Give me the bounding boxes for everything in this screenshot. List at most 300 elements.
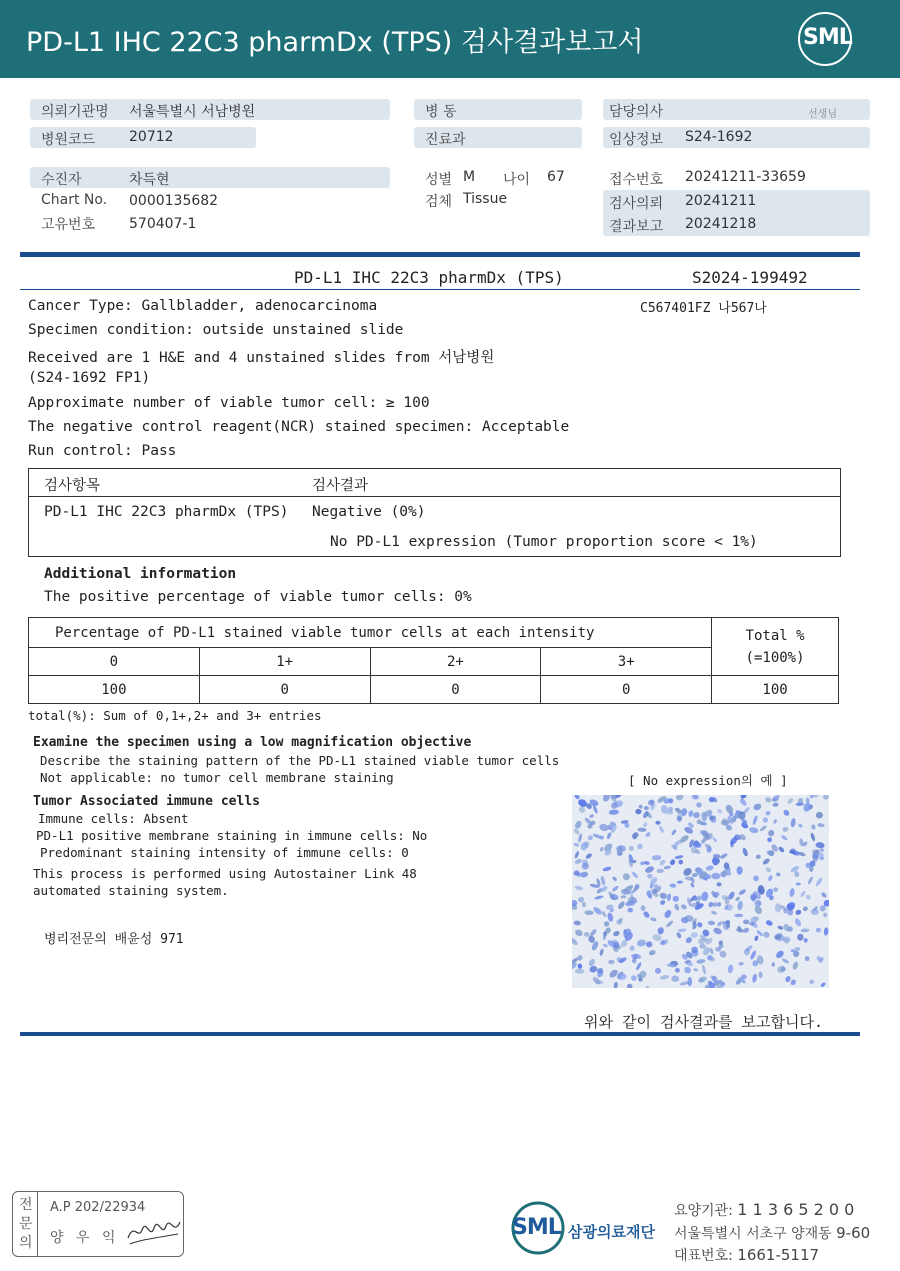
cell-nucleus bbox=[782, 826, 789, 832]
cell-nucleus bbox=[773, 887, 778, 892]
stamp-side-char-3: 의 bbox=[19, 1235, 33, 1251]
cell-nucleus bbox=[584, 910, 593, 915]
cell-nucleus bbox=[805, 894, 812, 901]
cell-nucleus bbox=[817, 823, 825, 828]
cell-nucleus bbox=[636, 939, 646, 948]
title-rule bbox=[20, 289, 860, 290]
cell-nucleus bbox=[572, 936, 579, 946]
cell-nucleus bbox=[589, 928, 598, 937]
cell-nucleus bbox=[644, 806, 649, 810]
examine-line-2: Not applicable: no tumor cell membrane staining bbox=[40, 770, 394, 785]
cell-nucleus bbox=[787, 909, 793, 915]
doctor-suffix: 선생님 bbox=[808, 109, 837, 120]
process-line-1: This process is performed using Autostainer Link 48 bbox=[33, 866, 417, 881]
cell-nucleus bbox=[589, 814, 595, 819]
total-note: total(%): Sum of 0,1+,2+ and 3+ entries bbox=[28, 708, 322, 723]
stamp-name: 양 우 익 bbox=[50, 1230, 120, 1246]
cell-nucleus bbox=[606, 832, 612, 840]
cell-nucleus bbox=[764, 796, 772, 804]
cell-nucleus bbox=[602, 795, 612, 803]
org-code-line bbox=[674, 1200, 854, 1220]
bottom-rule bbox=[20, 1032, 860, 1036]
cell-nucleus bbox=[574, 858, 583, 865]
cell-nucleus bbox=[775, 872, 781, 877]
cell-nucleus bbox=[607, 912, 615, 922]
cell-nucleus bbox=[765, 866, 772, 873]
cell-nucleus bbox=[675, 795, 684, 801]
cell-nucleus bbox=[716, 882, 721, 887]
org-address: 서울특별시 서초구 양재동 bbox=[674, 1226, 832, 1242]
org-code-label: 요양기관: bbox=[674, 1203, 733, 1219]
cell-nucleus bbox=[816, 812, 823, 819]
line-tumor-cells: Approximate number of viable tumor cell: ≥ 100 bbox=[28, 395, 430, 411]
cell-nucleus bbox=[574, 929, 583, 937]
cell-nucleus bbox=[600, 875, 606, 885]
cell-nucleus bbox=[594, 895, 604, 900]
cell-nucleus bbox=[737, 900, 744, 910]
intensity-3: 3+ bbox=[541, 648, 712, 676]
test-title: PD-L1 IHC 22C3 pharmDx (TPS) bbox=[294, 268, 564, 287]
clinical-value: S24-1692 bbox=[685, 129, 753, 145]
cell-nucleus bbox=[800, 890, 806, 897]
cell-nucleus bbox=[655, 821, 660, 825]
cell-nucleus bbox=[573, 843, 579, 848]
cell-nucleus bbox=[574, 820, 583, 830]
cell-nucleus bbox=[613, 982, 618, 988]
cell-nucleus bbox=[626, 983, 634, 988]
cell-nucleus bbox=[644, 860, 650, 865]
cell-nucleus bbox=[637, 827, 646, 832]
cell-nucleus bbox=[802, 905, 809, 912]
cell-nucleus bbox=[754, 935, 759, 942]
specimen-label: 검체 bbox=[425, 194, 453, 210]
sex-label: 성별 bbox=[425, 172, 453, 188]
cell-nucleus bbox=[576, 954, 583, 962]
value-2: 0 bbox=[370, 676, 541, 704]
cell-nucleus bbox=[712, 927, 722, 936]
cell-nucleus bbox=[712, 836, 718, 842]
cell-nucleus bbox=[762, 931, 771, 939]
cell-nucleus bbox=[784, 975, 791, 983]
cell-nucleus bbox=[608, 960, 615, 965]
total-header bbox=[712, 618, 839, 676]
doctor-label: 담당의사 bbox=[609, 104, 664, 120]
cell-nucleus bbox=[809, 979, 814, 984]
cell-nucleus bbox=[647, 873, 654, 879]
org-phone-line bbox=[674, 1245, 819, 1265]
patient-bar bbox=[30, 167, 390, 188]
cell-nucleus bbox=[752, 802, 762, 811]
cell-nucleus bbox=[822, 912, 828, 918]
cell-nucleus bbox=[657, 927, 664, 935]
result-detail: No PD-L1 expression (Tumor proportion score < 1%) bbox=[330, 534, 758, 550]
cell-nucleus bbox=[585, 852, 593, 859]
cell-nucleus bbox=[601, 910, 607, 917]
result-table-divider bbox=[28, 496, 841, 497]
closing-statement: 위와 같이 검사결과를 보고합니다. bbox=[584, 1013, 823, 1031]
cell-nucleus bbox=[708, 920, 716, 925]
cell-nucleus bbox=[717, 808, 723, 814]
cell-nucleus bbox=[574, 795, 581, 800]
cell-nucleus bbox=[598, 823, 609, 832]
immune-title: Tumor Associated immune cells bbox=[33, 794, 260, 809]
process-line-2: automated staining system. bbox=[33, 883, 229, 898]
request-label: 검사의뢰 bbox=[609, 196, 664, 212]
report-title: PD-L1 IHC 22C3 pharmDx (TPS) 검사결과보고서 bbox=[26, 27, 644, 58]
cell-nucleus bbox=[691, 795, 698, 800]
org-phone-label: 대표번호: bbox=[674, 1248, 733, 1264]
cell-nucleus bbox=[676, 932, 683, 940]
cell-nucleus bbox=[767, 829, 775, 837]
cell-nucleus bbox=[630, 974, 637, 981]
cell-nucleus bbox=[635, 809, 641, 815]
top-rule bbox=[20, 252, 860, 257]
cell-nucleus bbox=[645, 941, 653, 948]
cell-nucleus bbox=[574, 851, 580, 859]
cell-nucleus bbox=[701, 891, 709, 902]
cell-nucleus bbox=[657, 869, 664, 874]
unique-label: 고유번호 bbox=[41, 217, 96, 233]
intensity-table bbox=[28, 617, 839, 704]
value-0: 100 bbox=[29, 676, 200, 704]
value-3: 0 bbox=[541, 676, 712, 704]
cell-nucleus bbox=[776, 964, 786, 974]
cell-nucleus bbox=[669, 859, 676, 867]
cell-nucleus bbox=[753, 905, 763, 916]
cell-nucleus bbox=[573, 828, 581, 836]
cell-nucleus bbox=[705, 865, 714, 872]
cell-nucleus bbox=[577, 833, 582, 843]
cell-nucleus bbox=[823, 927, 828, 936]
cell-nucleus bbox=[642, 910, 650, 919]
unique-value: 570407-1 bbox=[129, 216, 197, 232]
immune-line-3: Predominant staining intensity of immune cells: 0 bbox=[40, 845, 409, 860]
cell-nucleus bbox=[572, 899, 578, 907]
cell-nucleus bbox=[667, 797, 674, 804]
cell-nucleus bbox=[665, 920, 674, 928]
receipt-label: 접수번호 bbox=[609, 172, 664, 188]
cell-nucleus bbox=[609, 809, 619, 815]
cell-nucleus bbox=[587, 958, 596, 968]
cell-nucleus bbox=[693, 968, 699, 972]
cell-nucleus bbox=[599, 846, 605, 852]
cell-nucleus bbox=[671, 975, 680, 983]
cell-nucleus bbox=[734, 914, 743, 917]
institution-label: 의뢰기관명 bbox=[41, 104, 109, 120]
report-number: S2024-199492 bbox=[692, 268, 808, 287]
cell-nucleus bbox=[629, 945, 635, 951]
cell-nucleus bbox=[588, 835, 593, 840]
cell-nucleus bbox=[778, 846, 786, 853]
cell-nucleus bbox=[690, 882, 695, 888]
specimen-value: Tissue bbox=[463, 191, 508, 207]
cell-nucleus bbox=[738, 888, 747, 896]
intensity-2: 2+ bbox=[370, 648, 541, 676]
value-1: 0 bbox=[199, 676, 370, 704]
cell-nucleus bbox=[683, 965, 692, 974]
additional-title: Additional information bbox=[44, 566, 237, 582]
cell-nucleus bbox=[671, 829, 677, 836]
cell-nucleus bbox=[749, 950, 757, 961]
cell-nucleus bbox=[688, 977, 693, 986]
cell-nucleus bbox=[658, 859, 666, 867]
cell-nucleus bbox=[636, 843, 643, 850]
cell-nucleus bbox=[737, 866, 743, 875]
cell-nucleus bbox=[620, 895, 626, 899]
cell-nucleus bbox=[717, 902, 721, 907]
cell-nucleus bbox=[667, 893, 672, 901]
cell-nucleus bbox=[790, 978, 797, 986]
cell-nucleus bbox=[603, 921, 609, 927]
line-received: Received are 1 H&E and 4 unstained slides from 서남병원 bbox=[28, 350, 495, 366]
specimen-code: C567401FZ 나567나 bbox=[640, 301, 767, 316]
cell-nucleus bbox=[659, 899, 666, 906]
cell-nucleus bbox=[755, 854, 761, 859]
sex-value: M bbox=[463, 169, 476, 185]
cell-nucleus bbox=[743, 919, 750, 924]
cell-nucleus bbox=[802, 802, 812, 813]
cell-nucleus bbox=[696, 802, 703, 808]
sml-logo-text: SML bbox=[803, 25, 852, 50]
cell-nucleus bbox=[777, 925, 784, 930]
dept-label: 진료과 bbox=[425, 132, 466, 148]
cell-nucleus bbox=[577, 963, 582, 969]
org-phone: 1661-5117 bbox=[737, 1246, 820, 1264]
cell-nucleus bbox=[644, 865, 655, 874]
cell-nucleus bbox=[627, 907, 634, 913]
cell-nucleus bbox=[780, 834, 788, 841]
report-label: 결과보고 bbox=[609, 219, 664, 235]
intensity-0: 0 bbox=[29, 648, 200, 676]
cell-nucleus bbox=[688, 810, 694, 817]
clinical-label: 임상정보 bbox=[609, 132, 664, 148]
total-header-line1: Total % bbox=[745, 627, 805, 644]
stamp-side-char-2: 문 bbox=[19, 1216, 33, 1232]
cell-nucleus bbox=[611, 885, 619, 892]
line-cancer-type: Cancer Type: Gallbladder, adenocarcinoma bbox=[28, 298, 378, 314]
image-caption: [ No expression의 예 ] bbox=[628, 773, 788, 788]
signature-icon bbox=[124, 1210, 184, 1250]
cell-nucleus bbox=[782, 809, 790, 817]
line-ncr: The negative control reagent(NCR) stained specimen: Acceptable bbox=[28, 419, 570, 435]
cell-nucleus bbox=[727, 964, 733, 973]
cell-nucleus bbox=[655, 968, 662, 974]
org-address-number: 9-60 bbox=[836, 1224, 871, 1242]
stamp-side-char-1: 전 bbox=[19, 1197, 33, 1213]
cell-nucleus bbox=[697, 975, 708, 984]
hospital-code-value: 20712 bbox=[129, 129, 174, 145]
chart-value: 0000135682 bbox=[129, 193, 219, 209]
cell-nucleus bbox=[680, 903, 688, 910]
patient-value: 차득현 bbox=[129, 172, 170, 188]
patient-label: 수진자 bbox=[41, 172, 82, 188]
cell-nucleus bbox=[582, 901, 587, 907]
cell-nucleus bbox=[678, 928, 687, 932]
hospital-code-label: 병원코드 bbox=[41, 132, 96, 148]
cell-nucleus bbox=[638, 804, 643, 809]
intensity-header: Percentage of PD-L1 stained viable tumor cells at each intensity bbox=[29, 618, 712, 648]
cell-nucleus bbox=[822, 795, 829, 800]
immune-line-1: Immune cells: Absent bbox=[38, 811, 189, 826]
cell-nucleus bbox=[752, 974, 758, 983]
total-header-line2: (=100%) bbox=[745, 649, 805, 666]
cell-nucleus bbox=[790, 818, 796, 828]
cell-nucleus bbox=[693, 812, 700, 819]
cell-nucleus bbox=[739, 798, 748, 807]
stamp-side-text bbox=[19, 1196, 33, 1253]
cell-nucleus bbox=[696, 921, 703, 928]
cell-nucleus bbox=[804, 938, 808, 943]
cell-nucleus bbox=[678, 860, 683, 865]
cell-nucleus bbox=[807, 876, 814, 885]
cell-nucleus bbox=[697, 895, 701, 901]
cell-nucleus bbox=[663, 865, 671, 869]
cell-nucleus bbox=[795, 947, 801, 951]
cell-nucleus bbox=[631, 871, 639, 879]
age-value: 67 bbox=[547, 169, 565, 185]
cell-nucleus bbox=[642, 822, 648, 828]
stamp-ap-number: A.P 202/22934 bbox=[50, 1200, 146, 1215]
cell-nucleus bbox=[617, 900, 626, 910]
chart-label: Chart No. bbox=[41, 192, 108, 208]
cell-nucleus bbox=[816, 927, 822, 932]
cell-nucleus bbox=[650, 917, 657, 922]
cell-nucleus bbox=[659, 891, 668, 900]
ward-label: 병 동 bbox=[425, 104, 457, 120]
cell-nucleus bbox=[759, 825, 767, 832]
cell-nucleus bbox=[575, 969, 585, 974]
cell-nucleus bbox=[820, 982, 826, 988]
value-total: 100 bbox=[712, 676, 839, 704]
cell-nucleus bbox=[765, 919, 773, 926]
cell-nucleus bbox=[699, 944, 706, 949]
cell-nucleus bbox=[612, 876, 618, 882]
age-label: 나이 bbox=[503, 172, 531, 188]
cell-nucleus bbox=[720, 852, 729, 859]
line-run-control: Run control: Pass bbox=[28, 443, 177, 459]
cell-nucleus bbox=[592, 906, 603, 916]
cell-nucleus bbox=[772, 962, 775, 967]
cell-nucleus bbox=[659, 974, 669, 980]
cell-nucleus bbox=[795, 909, 803, 916]
additional-text: The positive percentage of viable tumor cells: 0% bbox=[44, 589, 472, 605]
cell-nucleus bbox=[742, 927, 750, 934]
cell-nucleus bbox=[787, 797, 795, 805]
line-specimen-condition: Specimen condition: outside unstained slide bbox=[28, 322, 404, 338]
request-value: 20241211 bbox=[685, 193, 757, 209]
cell-nucleus bbox=[648, 949, 656, 956]
cell-nucleus bbox=[574, 885, 583, 891]
cell-nucleus bbox=[628, 845, 634, 851]
cell-nucleus bbox=[691, 932, 698, 938]
cell-nucleus bbox=[663, 909, 673, 919]
cell-nucleus bbox=[781, 957, 790, 964]
cell-nucleus bbox=[752, 815, 759, 826]
result-col-item: 검사항목 bbox=[44, 478, 101, 494]
cell-nucleus bbox=[797, 933, 804, 941]
cell-nucleus bbox=[645, 985, 650, 988]
cell-nucleus bbox=[819, 848, 825, 853]
cell-nucleus bbox=[673, 896, 679, 902]
cell-nucleus bbox=[762, 817, 768, 823]
cell-nucleus bbox=[798, 823, 804, 829]
cell-nucleus bbox=[810, 832, 816, 842]
cell-nucleus bbox=[766, 836, 773, 843]
cell-nucleus bbox=[573, 920, 581, 926]
cell-nucleus bbox=[815, 877, 824, 887]
cell-nucleus bbox=[775, 903, 782, 912]
cell-nucleus bbox=[677, 881, 683, 884]
cell-nucleus bbox=[749, 827, 759, 834]
intensity-1: 1+ bbox=[199, 648, 370, 676]
cell-nucleus bbox=[735, 896, 741, 902]
institution-value: 서울특별시 서남병원 bbox=[129, 104, 256, 120]
cell-nucleus bbox=[635, 962, 642, 971]
cell-nucleus bbox=[658, 825, 664, 833]
cell-nucleus bbox=[815, 842, 825, 849]
cell-nucleus bbox=[789, 888, 795, 898]
cell-nucleus bbox=[792, 961, 799, 970]
cell-nucleus bbox=[765, 811, 770, 816]
org-code: 1 1 3 6 5 2 0 0 bbox=[737, 1200, 855, 1219]
cell-nucleus bbox=[742, 847, 749, 857]
cell-nucleus bbox=[796, 882, 801, 885]
immune-line-2: PD-L1 positive membrane staining in immune cells: No bbox=[36, 828, 428, 843]
cell-nucleus bbox=[708, 901, 715, 908]
examine-line-1: Describe the staining pattern of the PD-L1 stained viable tumor cells bbox=[40, 753, 560, 768]
cell-nucleus bbox=[820, 891, 827, 898]
histology-cells bbox=[572, 795, 829, 988]
cell-nucleus bbox=[758, 971, 763, 978]
cell-nucleus bbox=[644, 831, 651, 838]
cell-nucleus bbox=[762, 857, 771, 865]
line-slide-id: (S24-1692 FP1) bbox=[28, 370, 151, 386]
examine-title: Examine the specimen using a low magnification objective bbox=[33, 735, 472, 750]
result-item: PD-L1 IHC 22C3 pharmDx (TPS) bbox=[44, 504, 289, 520]
cell-nucleus bbox=[767, 874, 773, 881]
cell-nucleus bbox=[674, 903, 680, 911]
cell-nucleus bbox=[811, 824, 817, 830]
cell-nucleus bbox=[682, 866, 693, 877]
histology-example-image bbox=[572, 795, 829, 988]
cell-nucleus bbox=[794, 917, 803, 927]
pathologist: 병리전문의 배윤성 971 bbox=[44, 932, 184, 947]
cell-nucleus bbox=[804, 956, 810, 962]
cell-nucleus bbox=[602, 866, 612, 872]
cell-nucleus bbox=[669, 883, 676, 888]
cell-nucleus bbox=[674, 855, 683, 860]
org-address-line bbox=[674, 1223, 870, 1243]
cell-nucleus bbox=[738, 962, 744, 966]
receipt-value: 20241211-33659 bbox=[685, 169, 806, 185]
cell-nucleus bbox=[589, 965, 598, 973]
cell-nucleus bbox=[753, 875, 759, 881]
cell-nucleus bbox=[711, 873, 721, 880]
sml-footer-logo-text: SML bbox=[512, 1215, 561, 1240]
cell-nucleus bbox=[652, 933, 663, 941]
report-value: 20241218 bbox=[685, 216, 757, 232]
result-value: Negative (0%) bbox=[312, 504, 426, 520]
cell-nucleus bbox=[773, 819, 778, 825]
cell-nucleus bbox=[711, 910, 718, 915]
cell-nucleus bbox=[701, 964, 706, 974]
cell-nucleus bbox=[696, 959, 706, 965]
result-col-result: 검사결과 bbox=[312, 478, 369, 494]
cell-nucleus bbox=[652, 855, 662, 861]
cell-nucleus bbox=[599, 948, 604, 956]
cell-nucleus bbox=[775, 949, 786, 959]
cell-nucleus bbox=[602, 943, 608, 947]
